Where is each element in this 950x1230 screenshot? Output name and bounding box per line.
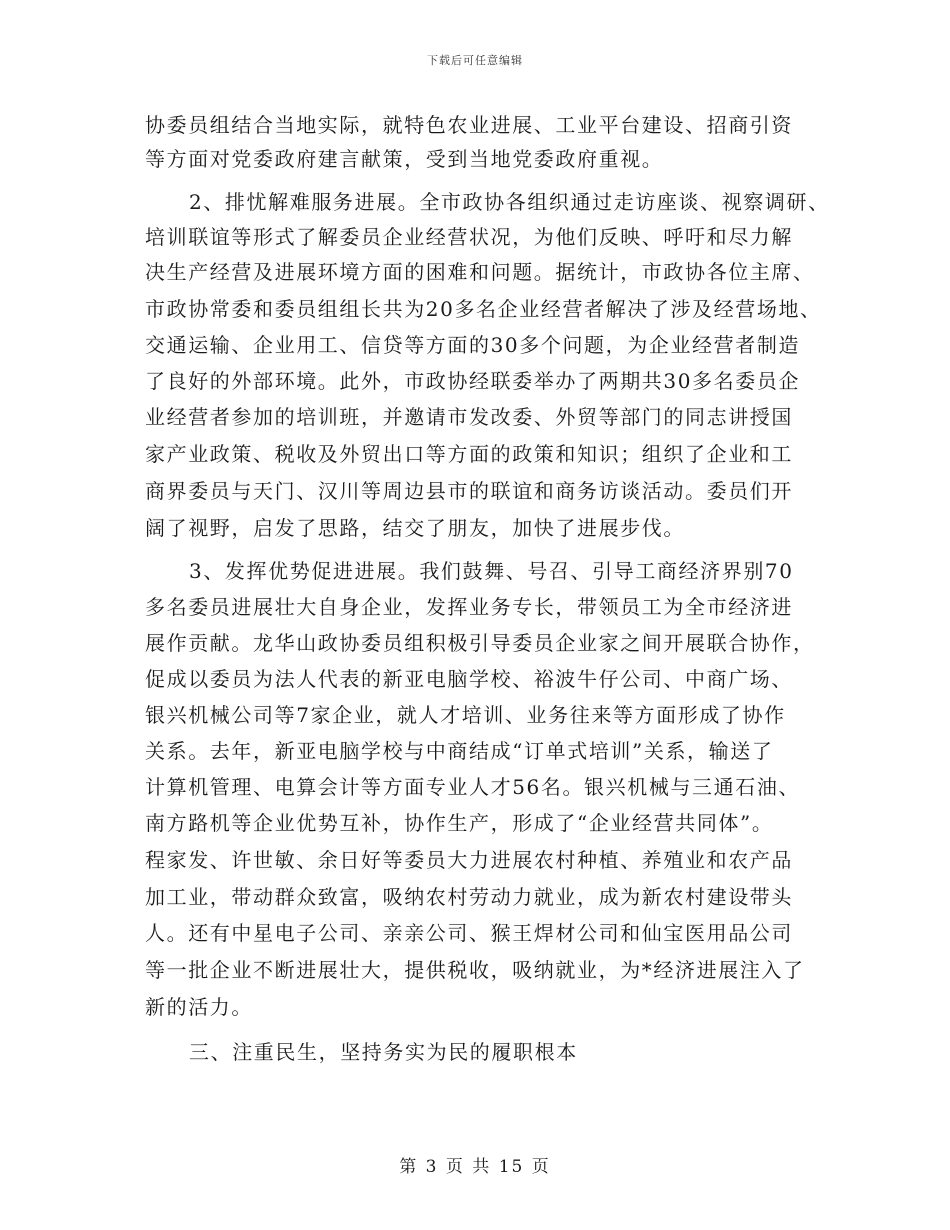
body-line: 促成以委员为法人代表的新亚电脑学校、裕波牛仔公司、中商广场、 [145,667,793,691]
body-line: 决生产经营及进展环境方面的困难和问题。据统计，市政协各位主席、 [145,260,815,284]
paragraph-heading: 3、发挥优势促进进展。我们鼓舞、号召、引导工商经济界别70 [189,559,794,583]
body-line: 商界委员与天门、汉川等周边县市的联谊和商务访谈活动。委员们开 [145,479,793,503]
paragraph-heading: 2、排忧解难服务进展。全市政协各组织通过走访座谈、视察调研、 [189,190,830,214]
body-line: 协委员组结合当地实际，就特色农业进展、工业平台建设、招商引资 [145,113,793,137]
body-line: 了良好的外部环境。此外，市政协经联委举办了两期共30多名委员企 [145,369,801,393]
body-line: 程家发、许世敏、余日好等委员大力进展农村种植、养殖业和农产品 [145,848,793,872]
body-line: 人。还有中星电子公司、亲亲公司、猴王焊材公司和仙宝医用品公司 [145,921,793,945]
body-line: 阔了视野，启发了思路，结交了朋友，加快了进展步伐。 [145,516,685,540]
body-line: 关系。去年，新亚电脑学校与中商结成“订单式培训”关系，输送了 [145,739,774,763]
body-line: 计算机管理、电算会计等方面专业人才56名。银兴机械与三通石油、 [145,775,801,799]
body-line: 交通运输、企业用工、信贷等方面的30多个问题，为企业经营者制造 [145,333,801,357]
body-line: 多名委员进展壮大自身企业，发挥业务专长，带领员工为全市经济进 [145,595,793,619]
body-line: 加工业，带动群众致富，吸纳农村劳动力就业，成为新农村建设带头 [145,885,793,909]
body-line: 新的活力。 [145,995,253,1019]
body-line: 等一批企业不断进展壮大，提供税收，吸纳就业，为*经济进展注入了 [145,958,805,982]
section-heading: 三、注重民生，坚持务实为民的履职根本 [189,1040,578,1064]
body-line: 展作贡献。龙华山政协委员组积极引导委员企业家之间开展联合协作， [145,631,815,655]
body-line: 业经营者参加的培训班，并邀请市发改委、外贸等部门的同志讲授国 [145,405,793,429]
body-line: 等方面对党委政府建言献策，受到当地党委政府重视。 [145,147,664,171]
page-number: 第 3 页 共 15 页 [399,1157,551,1177]
body-line: 家产业政策、税收及外贸出口等方面的政策和知识；组织了企业和工 [145,442,793,466]
body-line: 南方路机等企业优势互补，协作生产，形成了“企业经营共同体”。 [145,811,774,835]
body-line: 市政协常委和委员组组长共为20多名企业经营者解决了涉及经营场地、 [145,297,822,321]
body-line: 银兴机械公司等7家企业，就人才培训、业务往来等方面形成了协作 [145,703,786,727]
page-header: 下载后可任意编辑 [427,54,523,67]
body-line: 培训联谊等形式了解委员企业经营状况，为他们反映、呼吁和尽力解 [145,225,793,249]
